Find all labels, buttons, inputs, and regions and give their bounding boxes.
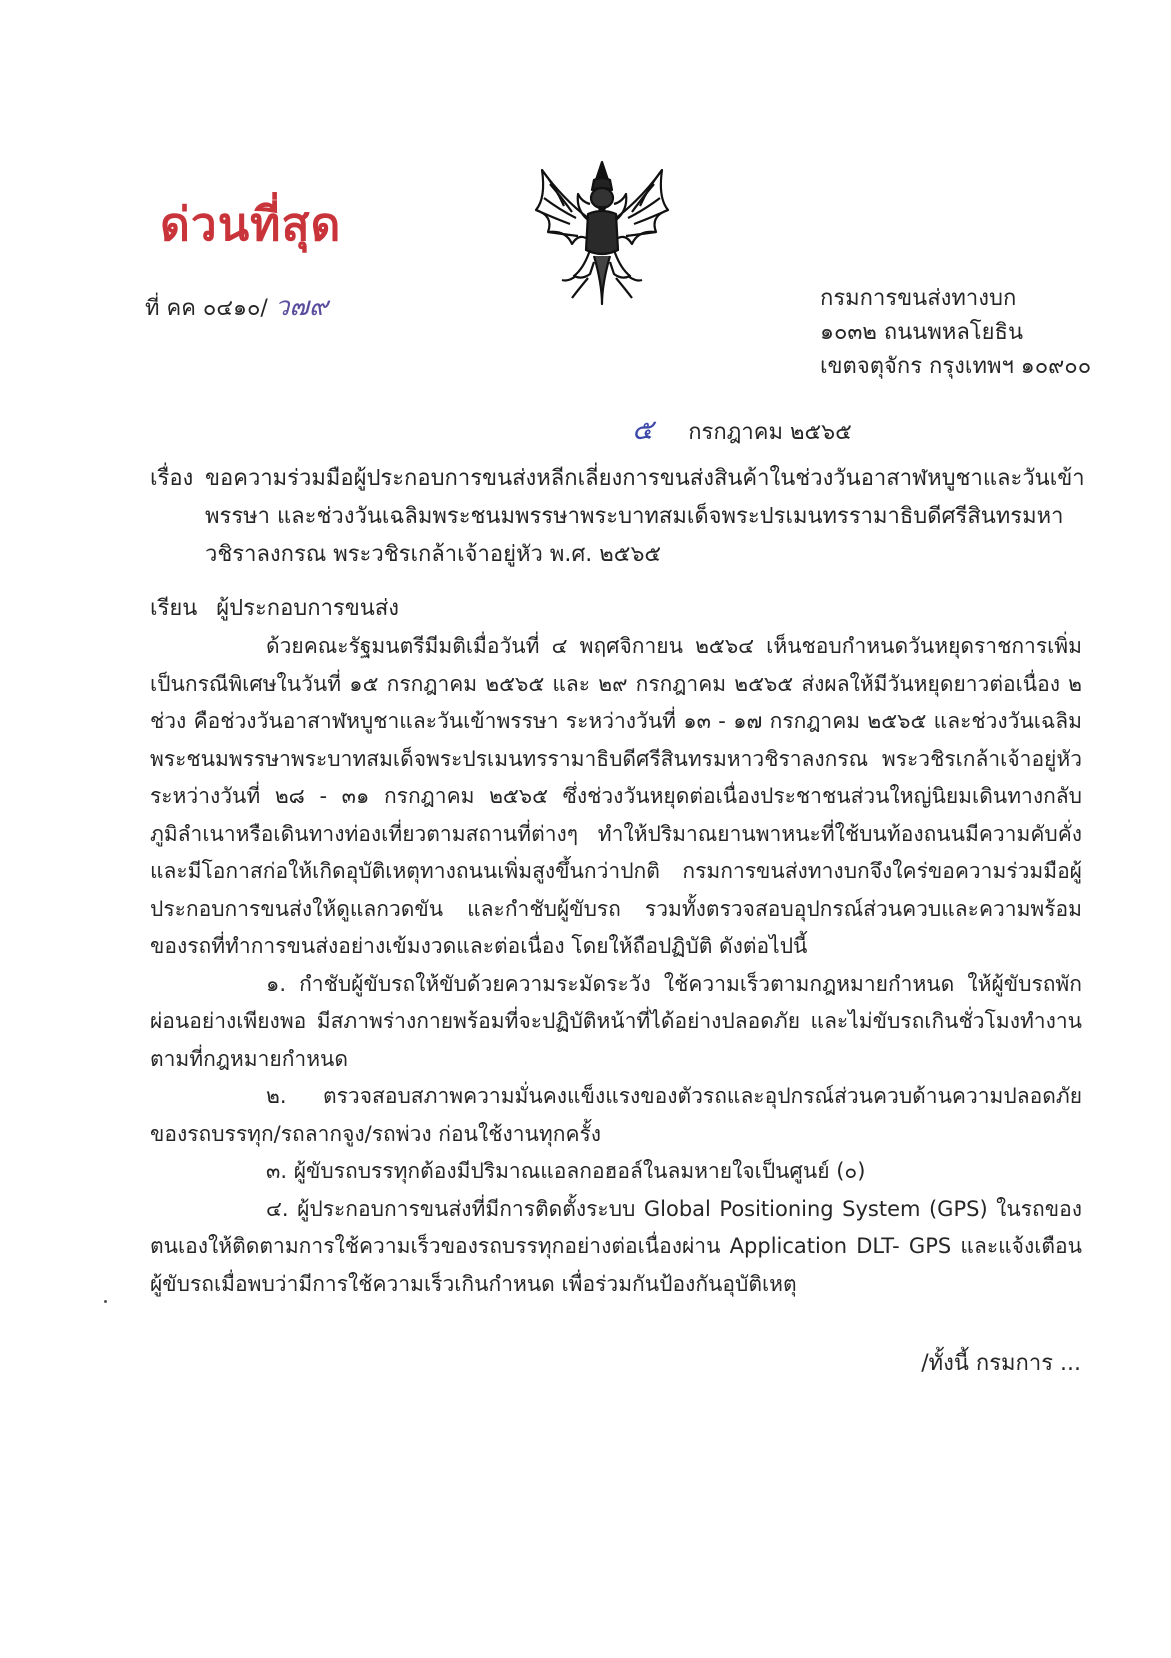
- reference-handwritten-number: ว๗๙: [274, 292, 329, 322]
- letter-body: [150, 628, 1082, 1303]
- recipient-label: เรียน: [150, 596, 198, 621]
- agency-address-line2: เขตจตุจักร กรุงเทพฯ ๑๐๙๐๐: [820, 354, 1092, 379]
- urgency-stamp: ด่วนที่สุด: [160, 197, 342, 251]
- date-month-year: กรกฎาคม ๒๕๖๕: [688, 420, 852, 445]
- reference-number: [145, 286, 328, 327]
- subject-text: ขอความร่วมมือผู้ประกอบการขนส่งหลีกเลี่ยงการขนส่งสินค้าในช่วงวันอาสาฬหบูชาและวันเข้าพรรษา และช่วงวันเฉลิมพระชนมพรรษาพระบาทสมเด็จพระปรเมนทรรามาธิบดีศรีสินทรมหาวชิราลงกรณ พระวชิรเกล้าเจ้าอยู่หัว พ.ศ. ๒๕๖๕: [205, 466, 1085, 567]
- body-paragraph: ด้วยคณะรัฐมนตรีมีมติเมื่อวันที่ ๔ พฤศจิกายน ๒๕๖๔ เห็นชอบกำหนดวันหยุดราชการเพิ่มเป็นกรณีพิเศษในวันที่ ๑๕ กรกฎาคม ๒๕๖๕ และ ๒๙ กรกฎาคม ๒๕๖๕ ส่งผลให้มีวันหยุดยาวต่อเนื่อง ๒ ช่วง คือช่วงวันอาสาฬหบูชาและวันเข้าพรรษา ระหว่างวันที่ ๑๓ - ๑๗ กรกฎาคม ๒๕๖๕ และช่วงวันเฉลิมพระชนมพรรษาพระบาทสมเด็จพระปรเมนทรรามาธิบดีศรีสินทรมหาวชิราลงกรณ พระวชิรเกล้าเจ้าอยู่หัว ระหว่างวันที่ ๒๘ - ๓๑ กรกฎาคม ๒๕๖๕ ซึ่งช่วงวันหยุดต่อเนื่องประชาชนส่วนใหญ่นิยมเดินทางกลับภูมิลำเนาหรือเดินทางท่องเที่ยวตามสถานที่ต่างๆ ทำให้ปริมาณยานพาหนะที่ใช้บนท้องถนนมีความคับคั่งและมีโอกาสก่อให้เกิดอุบัติเหตุทางถนนเพิ่มสูงขึ้นกว่าปกติ กรมการขนส่งทางบกจึงใคร่ขอความร่วมมือผู้ประกอบการขนส่งให้ดูแลกวดขัน และกำชับผู้ขับรถ รวมทั้งตรวจสอบอุปกรณ์ส่วนควบและความพร้อมของรถที่ทำการขนส่งอย่างเข้มงวดและต่อเนื่อง โดยให้ถือปฏิบัติ ดังต่อไปนี้: [150, 634, 1082, 958]
- continuation-note: /ทั้งนี้ กรมการ ...: [921, 1351, 1081, 1376]
- body-item-4: ๔. ผู้ประกอบการขนส่งที่มีการติดตั้งระบบ Global Positioning System (GPS) ในรถของตนเองให้ติดตามการใช้ความเร็วของรถบรรทุกอย่างต่อเนื่องผ่าน Application DLT- GPS และแจ้งเตือนผู้ขับรถเมื่อพบว่ามีการใช้ความเร็วเกินกำหนด เพื่อร่วมกันป้องกันอุบัติเหตุ: [150, 1196, 1082, 1296]
- agency-address-line1: ๑๐๓๒ ถนนพหลโยธิน: [820, 320, 1023, 345]
- garuda-emblem-icon: [532, 158, 672, 308]
- body-item-2: ๒. ตรวจสอบสภาพความมั่นคงแข็งแรงของตัวรถและอุปกรณ์ส่วนควบด้านความปลอดภัยของรถบรรทุก/รถลากจูง/รถพ่วง ก่อนใช้งานทุกครั้ง: [150, 1084, 1082, 1146]
- date-day-handwritten: ๕: [632, 413, 654, 446]
- reference-prefix: ที่ คค ๐๔๑๐/: [145, 296, 268, 321]
- body-item-1: ๑. กำชับผู้ขับรถให้ขับด้วยความระมัดระวัง ใช้ความเร็วตามกฎหมายกำหนด ให้ผู้ขับรถพักผ่อนอย่างเพียงพอ มีสภาพร่างกายพร้อมที่จะปฏิบัติหน้าที่ได้อย่างปลอดภัย และไม่ขับรถเกินชั่วโมงทำงานตามที่กฎหมายกำหนด: [150, 971, 1082, 1071]
- body-item-3: ๓. ผู้ขับรถบรรทุกต้องมีปริมาณแอลกอฮอล์ในลมหายใจเป็นศูนย์ (๐): [266, 1159, 866, 1183]
- letter-date: [632, 408, 852, 452]
- recipient-line: [150, 590, 399, 625]
- recipient-name: ผู้ประกอบการขนส่ง: [216, 596, 399, 621]
- agency-address-block: [820, 282, 1091, 384]
- agency-name: กรมการขนส่งทางบก: [820, 286, 1017, 311]
- scan-speck: [104, 1300, 107, 1303]
- subject-label: เรื่อง: [150, 466, 194, 491]
